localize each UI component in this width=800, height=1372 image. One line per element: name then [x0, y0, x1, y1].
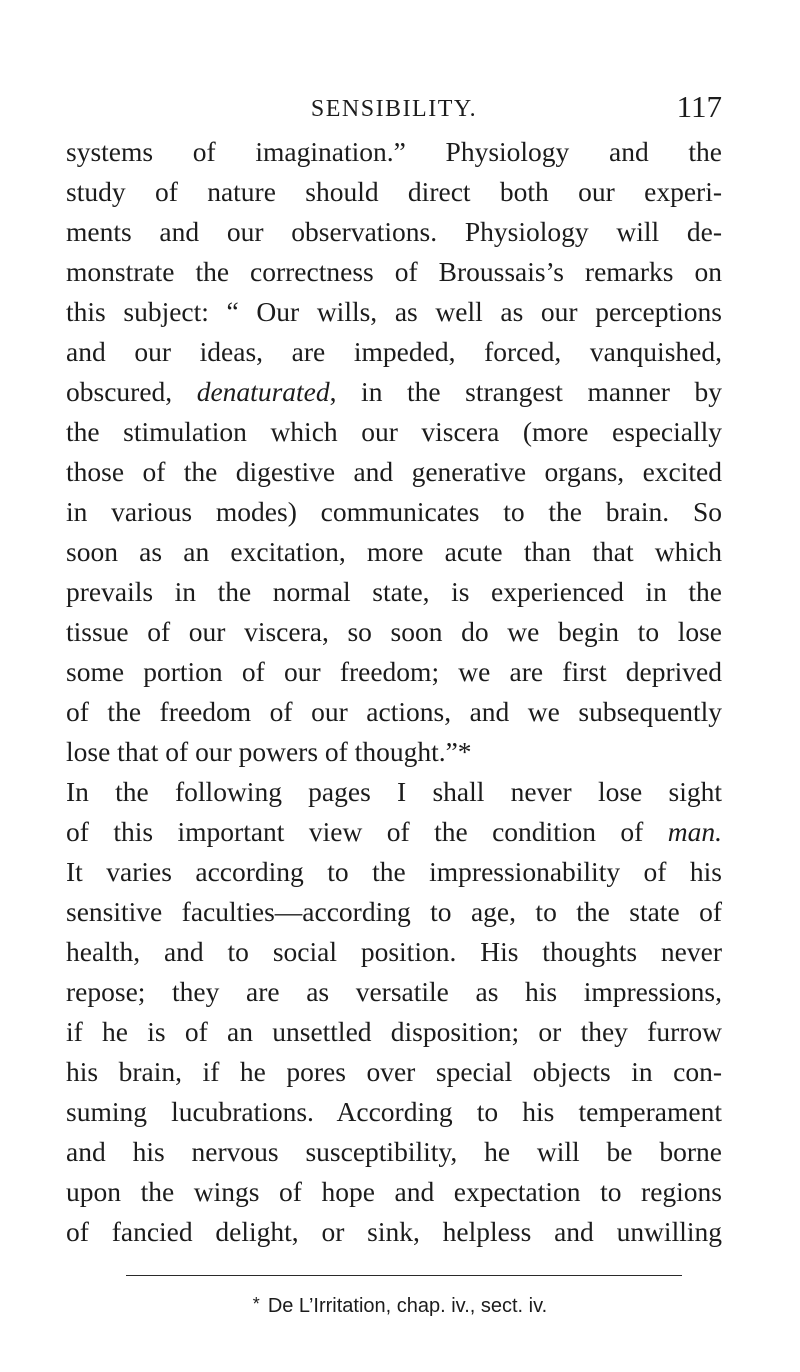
text-line: prevails in the normal state, is experienced in the	[66, 576, 722, 607]
footnote	[0, 1290, 800, 1320]
text-line: In the following pages I shall never lose sight	[66, 776, 722, 807]
text-line: and his nervous susceptibility, he will be borne	[66, 1136, 722, 1167]
text-line: the stimulation which our viscera (more especially	[66, 416, 722, 447]
text-line	[66, 812, 722, 852]
text-line: of the freedom of our actions, and we subsequently	[66, 696, 722, 727]
text-segment: of this important view of the condition of	[66, 816, 668, 847]
text-segment: , in the strangest manner by	[329, 376, 722, 407]
text-line: tissue of our viscera, so soon do we begin to lose	[66, 616, 722, 647]
text-line: of fancied delight, or sink, helpless and unwilling	[66, 1216, 722, 1247]
text-line: ments and our observations. Physiology will de-	[66, 216, 722, 247]
text-line: and our ideas, are impeded, forced, vanquished,	[66, 336, 722, 367]
text-line: It varies according to the impressionability of his	[66, 856, 722, 887]
text-line: if he is of an unsettled disposition; or they furrow	[66, 1016, 722, 1047]
footnote-marker: *	[252, 1294, 260, 1314]
page-number: 117	[676, 89, 722, 124]
text-line: health, and to social position. His thoughts never	[66, 936, 722, 967]
running-head	[66, 89, 722, 126]
text-line: his brain, if he pores over special objects in con-	[66, 1056, 722, 1087]
text-line: repose; they are as versatile as his impressions,	[66, 976, 722, 1007]
text-line	[66, 372, 722, 412]
italic-word: denaturated	[196, 376, 330, 407]
text-line: in various modes) communicates to the brain. So	[66, 496, 722, 527]
footnote-divider	[126, 1275, 682, 1276]
text-line: soon as an excitation, more acute than that which	[66, 536, 722, 567]
text-line: monstrate the correctness of Broussais’s remarks on	[66, 256, 722, 287]
text-line: this subject: “ Our wills, as well as our perceptions	[66, 296, 722, 327]
text-segment: obscured,	[66, 376, 197, 407]
footnote-text: De L’Irritation, chap. iv., sect. iv.	[267, 1295, 548, 1317]
body-text	[66, 132, 722, 1252]
running-title: SENSIBILITY.	[310, 96, 478, 122]
italic-word: man.	[667, 816, 722, 847]
text-line: systems of imagination.” Physiology and the	[66, 136, 722, 167]
text-line: sensitive faculties—according to age, to the state of	[66, 896, 722, 927]
text-line: some portion of our freedom; we are first deprived	[66, 656, 722, 687]
text-line: those of the digestive and generative organs, excited	[66, 456, 722, 487]
text-line: study of nature should direct both our experi-	[66, 176, 722, 207]
text-line: suming lucubrations. According to his temperament	[66, 1096, 722, 1127]
text-line: lose that of our powers of thought.”*	[66, 736, 472, 767]
text-line: upon the wings of hope and expectation to regions	[66, 1176, 722, 1207]
